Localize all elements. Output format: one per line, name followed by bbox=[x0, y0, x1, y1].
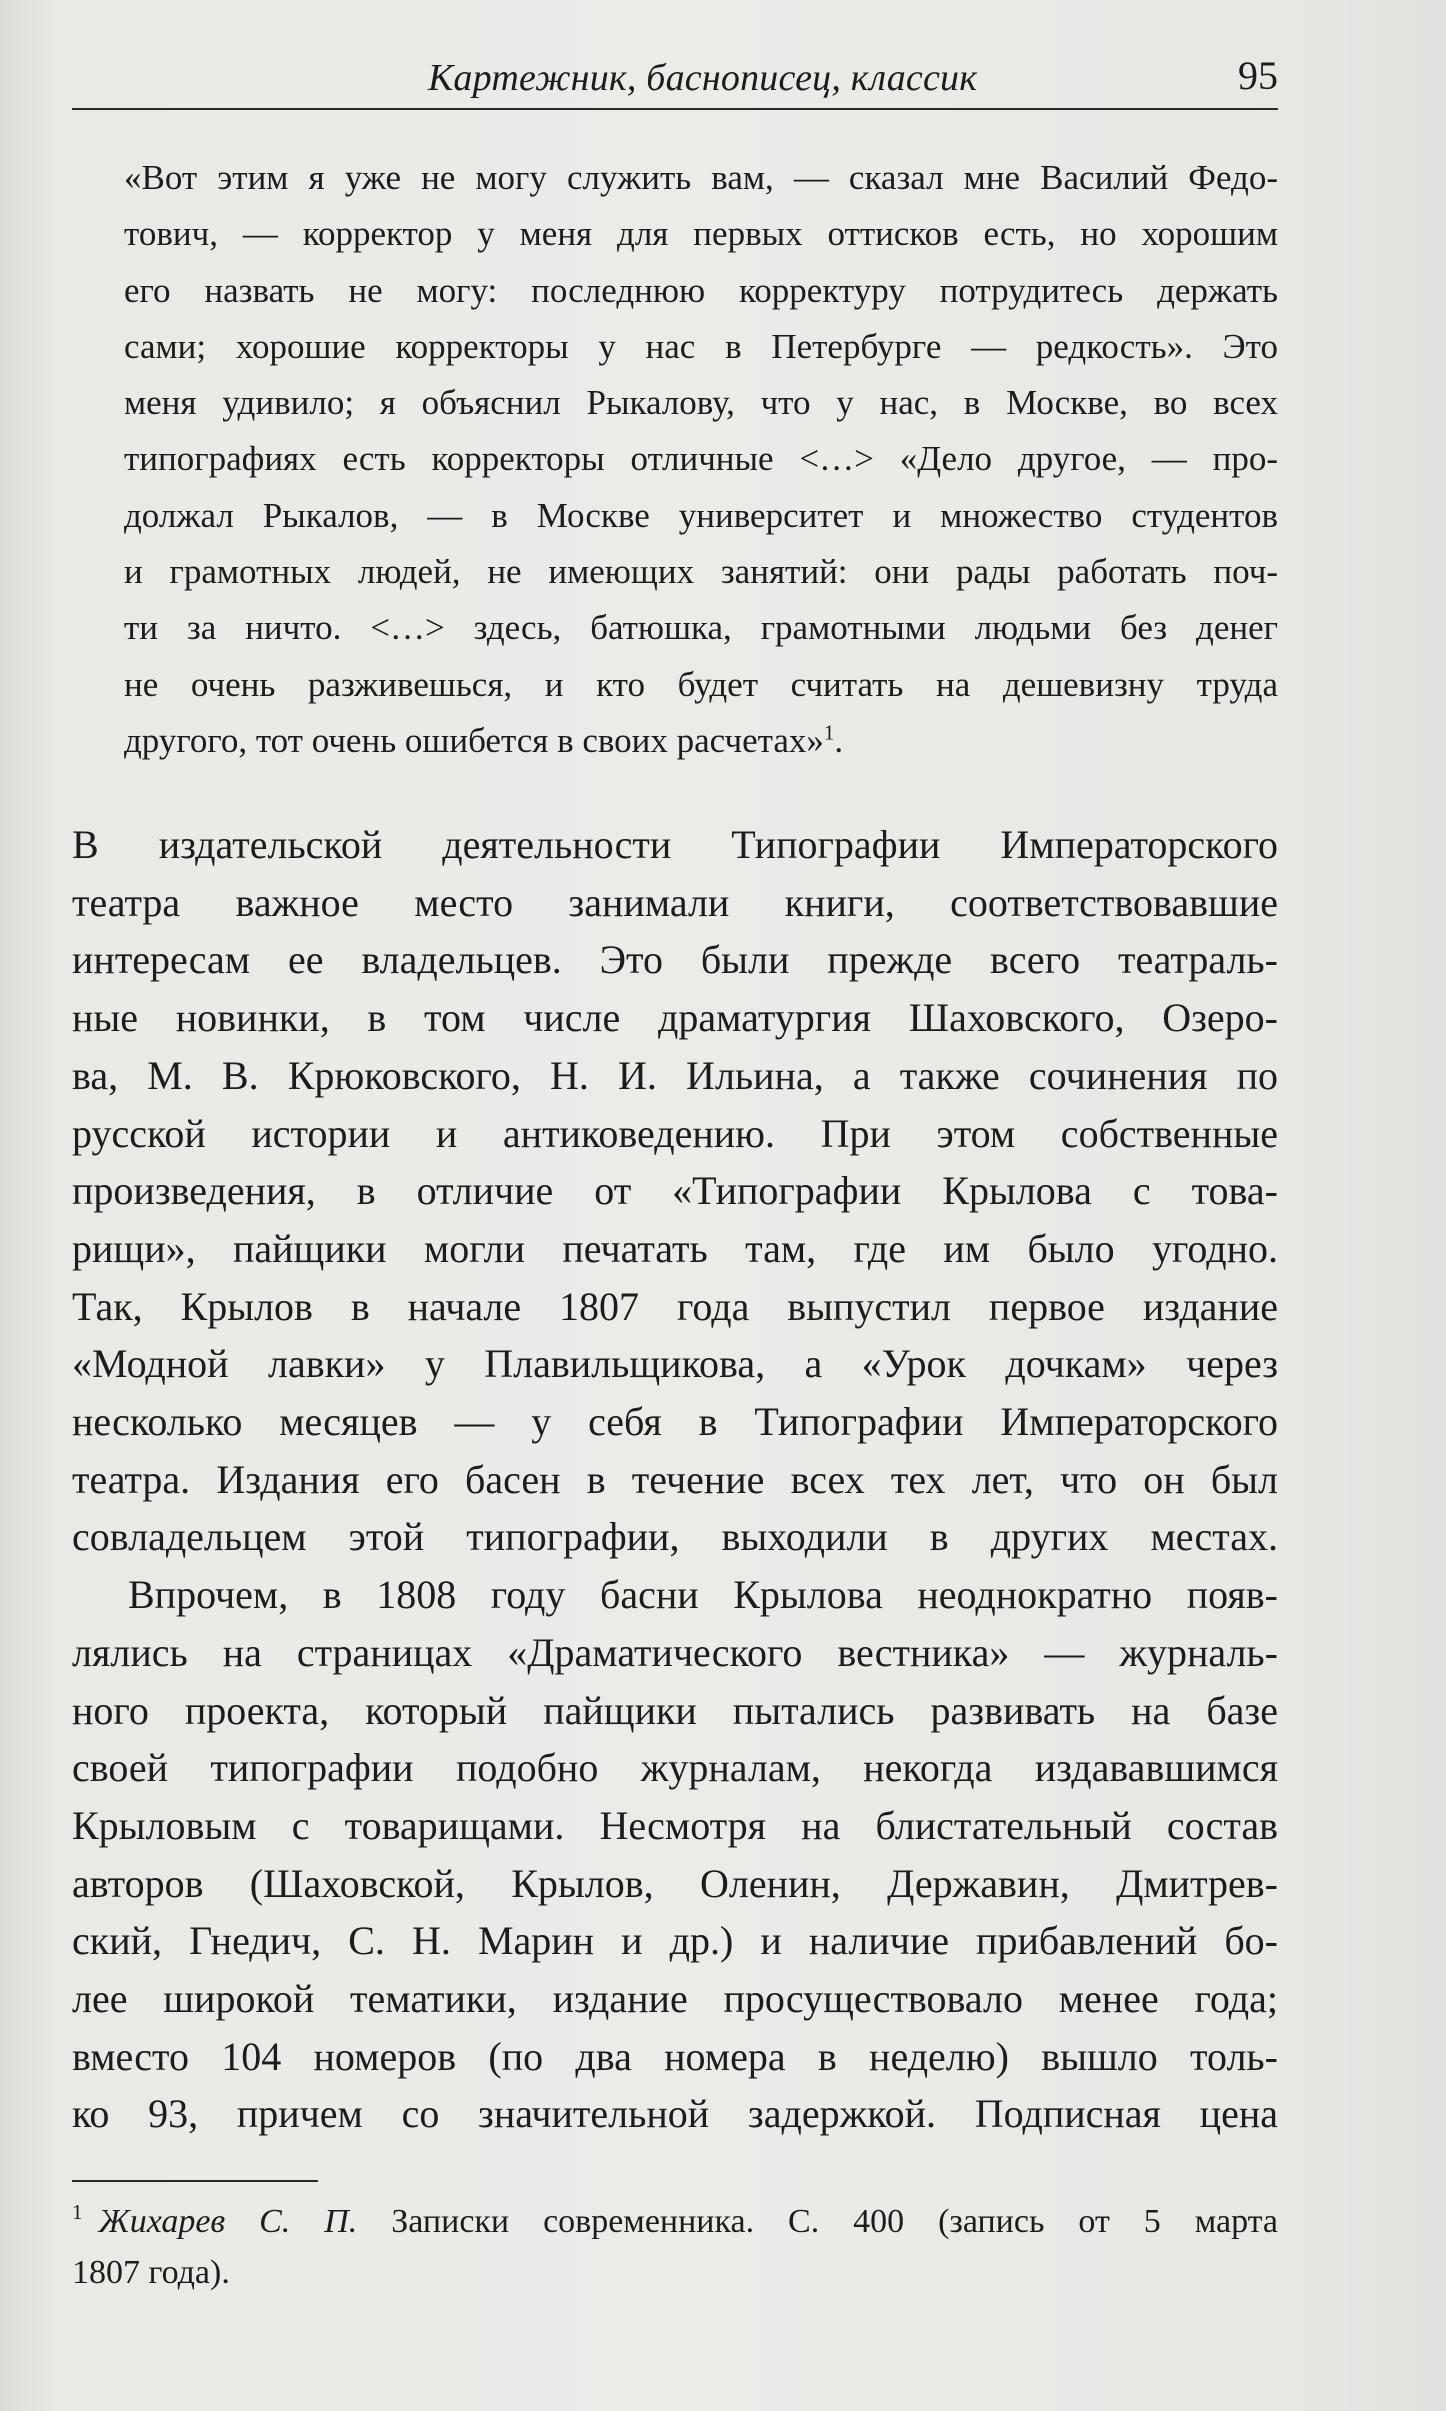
quote-line: и грамотных людей, не имеющих занятий: они рады работать поч- bbox=[124, 552, 1278, 592]
quote-line: не очень разживешься, и кто будет считать на дешевизну труда bbox=[124, 664, 1278, 704]
header-rule bbox=[72, 108, 1278, 110]
footnote-text: Записки современника. С. 400 (запись от 5 марта bbox=[357, 2203, 1279, 2240]
text-line: ва, М. В. Крюковского, Н. И. Ильина, а также сочинения по bbox=[72, 1052, 1278, 1098]
text-line: русской истории и антиковедению. При этом собственные bbox=[72, 1110, 1278, 1156]
page-number: 95 bbox=[1238, 53, 1278, 98]
running-title: Картежник, баснописец, классик bbox=[428, 57, 978, 99]
text-line: Крыловым с товарищами. Несмотря на блистательный состав bbox=[72, 1802, 1278, 1848]
text-line: лялись на страницах «Драматического вестника» — журналь- bbox=[72, 1629, 1278, 1675]
text-line: Так, Крылов в начале 1807 года выпустил первое издание bbox=[72, 1283, 1278, 1329]
quote-line: должал Рыкалов, — в Москве университет и множество студентов bbox=[124, 495, 1278, 535]
footnote-reference: 1 bbox=[823, 720, 835, 745]
quote-line: его назвать не могу: последнюю корректуру потрудитесь держать bbox=[124, 270, 1278, 310]
body-text bbox=[72, 816, 1278, 2143]
footnote bbox=[72, 2196, 1278, 2298]
text-line: ский, Гнедич, С. Н. Марин и др.) и наличие прибавлений бо- bbox=[72, 1918, 1278, 1964]
text-line: ные новинки, в том числе драматургия Шаховского, Озеро- bbox=[72, 995, 1278, 1041]
quote-line: тович, — корректор у меня для первых оттисков есть, но хорошим bbox=[124, 214, 1278, 254]
text-line: авторов (Шаховской, Крылов, Оленин, Державин, Дмитрев- bbox=[72, 1860, 1278, 1906]
paragraph-2 bbox=[72, 1566, 1278, 2143]
text-line: ного проекта, который пайщики пытались развивать на базе bbox=[72, 1687, 1278, 1733]
quote-line: сами; хорошие корректоры у нас в Петербурге — редкость». Это bbox=[124, 326, 1278, 366]
text-line: вместо 104 номеров (по два номера в неделю) вышло толь- bbox=[72, 2033, 1278, 2079]
quote-line: «Вот этим я уже не могу служить вам, — сказал мне Василий Федо- bbox=[124, 158, 1278, 197]
text-line: рищи», пайщики могли печатать там, где им было угодно. bbox=[72, 1225, 1278, 1271]
footnote-number: 1 bbox=[72, 2200, 83, 2225]
quote-line: ти за ничто. <…> здесь, батюшка, грамотными людьми без денег bbox=[124, 608, 1278, 648]
page-header bbox=[72, 46, 1278, 106]
block-quote bbox=[124, 150, 1278, 769]
text-line: ко 93, причем со значительной задержкой. Подписная цена bbox=[72, 2091, 1278, 2137]
quote-line: типографиях есть корректоры отличные <…> «Дело другое, — про- bbox=[124, 439, 1278, 479]
text-line: совладельцем этой типографии, выходили в других местах. bbox=[72, 1514, 1278, 1560]
text-line: своей типографии подобно журналам, некогда издававшимся bbox=[72, 1745, 1278, 1791]
text-line: лее широкой тематики, издание просуществовало менее года; bbox=[72, 1976, 1278, 2022]
quote-line-text: другого, тот очень ошибется в своих расчетах» bbox=[124, 720, 824, 760]
quote-last-line: другого, тот очень ошибется в своих расчетах»$^1$. bbox=[124, 720, 844, 760]
text-line: Впрочем, в 1808 году басни Крылова неоднократно появ- bbox=[128, 1572, 1278, 1618]
footnote-line: 1807 года). bbox=[72, 2254, 230, 2291]
text-line: В издательской деятельности Типографии Императорского bbox=[72, 822, 1278, 867]
text-line: произведения, в отличие от «Типографии Крылова с това- bbox=[72, 1168, 1278, 1214]
text-line: несколько месяцев — у себя в Типографии Императорского bbox=[72, 1399, 1278, 1445]
text-line: театра. Издания его басен в течение всех тех лет, что он был bbox=[72, 1456, 1278, 1502]
footnote-line bbox=[72, 2196, 1278, 2247]
text-line: интересам ее владельцев. Это были прежде всего театраль- bbox=[72, 937, 1278, 983]
paragraph-1 bbox=[72, 816, 1278, 1566]
text-line: «Модной лавки» у Плавильщикова, а «Урок дочкам» через bbox=[72, 1341, 1278, 1387]
footnote-author: Жихарев С. П. bbox=[98, 2203, 358, 2240]
footnote-rule bbox=[72, 2180, 318, 2182]
text-line: театра важное место занимали книги, соответствовавшие bbox=[72, 879, 1278, 925]
quote-line: меня удивило; я объяснил Рыкалову, что у нас, в Москве, во всех bbox=[124, 383, 1278, 423]
